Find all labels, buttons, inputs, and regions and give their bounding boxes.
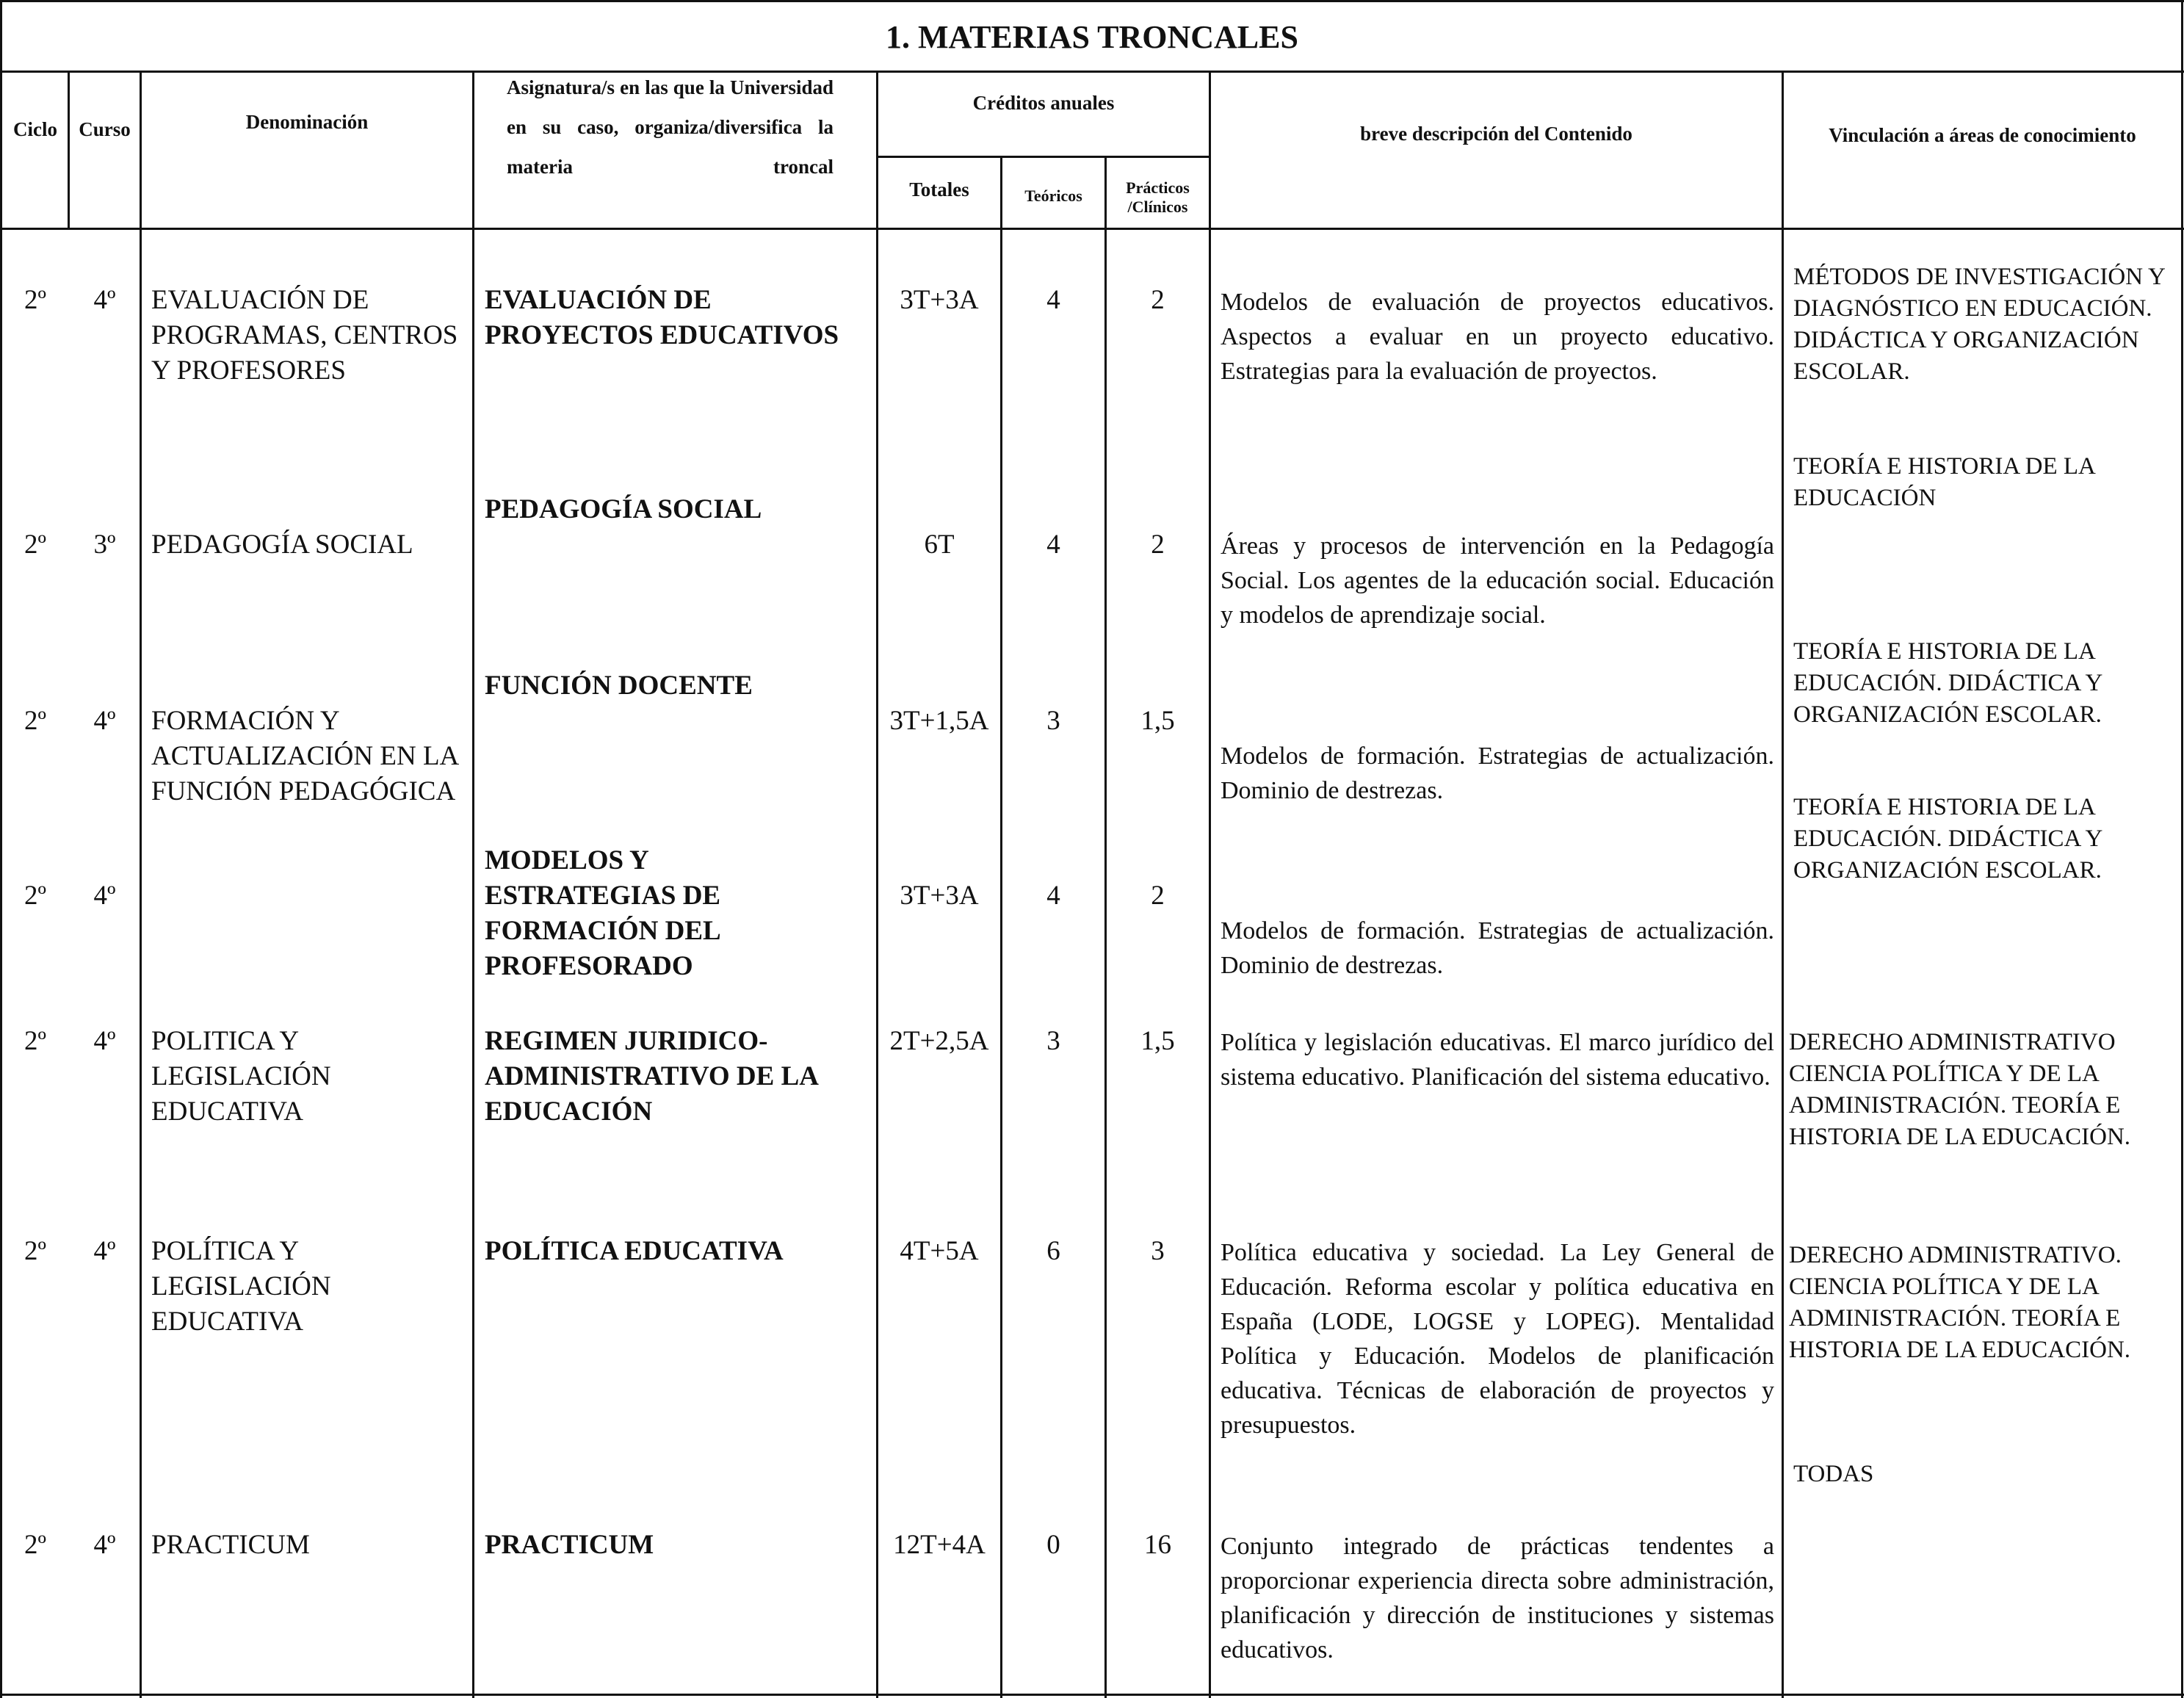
header-ciclo: Ciclo	[13, 118, 57, 140]
row-curso: 4º	[93, 1530, 116, 1560]
row-teoricos: 4	[1046, 881, 1060, 911]
row-practicos: 1,5	[1140, 706, 1175, 736]
row-totales: 3T+1,5A	[889, 706, 989, 736]
row-vinculacion: TODAS	[1793, 1461, 1874, 1487]
row-vinculacion: DERECHO ADMINISTRATIVO. CIENCIA POLÍTICA Y DE LA ADMINISTRACIÓN. TEORÍA E HISTORIA DE LA EDUCACIÓN.	[1789, 1242, 2131, 1363]
row-denominacion: POLITICA Y LEGISLACIÓN EDUCATIVA	[151, 1026, 331, 1127]
title-divider	[0, 71, 2184, 73]
col-divider-practicos	[1209, 71, 1211, 1698]
row-denominacion: PEDAGOGÍA SOCIAL	[151, 530, 413, 560]
row-totales: 4T+5A	[900, 1236, 979, 1266]
right-border	[2181, 0, 2183, 1698]
row-descripcion: Modelos de formación. Estrategias de actualización. Dominio de destrezas.	[1221, 743, 1774, 804]
row-practicos: 3	[1151, 1236, 1165, 1266]
row-teoricos: 4	[1046, 530, 1060, 560]
row-practicos: 1,5	[1140, 1026, 1175, 1056]
row-totales: 3T+3A	[900, 285, 979, 315]
row-descripcion: Política y legislación educativas. El marco jurídico del sistema educativo. Planificación del sistema educativo.	[1221, 1029, 1774, 1091]
col-divider-denominacion	[472, 71, 474, 1698]
row-descripcion: Política educativa y sociedad. La Ley General de Educación. Reforma escolar y política educativa en España (LODE, LOGSE y LOPEG). Mentalidad Política y Educación. Modelos de planificación educativa. Técnicas de elaboración de proyectos y presupuestos.	[1221, 1239, 1774, 1439]
row-ciclo: 2º	[24, 1236, 46, 1266]
top-border	[0, 0, 2184, 2]
row-curso: 4º	[93, 1026, 116, 1056]
col-divider-descripcion	[1782, 71, 1784, 1698]
row-teoricos: 3	[1046, 1026, 1060, 1056]
row-descripcion: Modelos de evaluación de proyectos educativos. Aspectos a evaluar en un proyecto educativo. Estrategias para la evaluación de proyectos.	[1221, 289, 1774, 385]
row-asignatura: MODELOS Y ESTRATEGIAS DE FORMACIÓN DEL PROFESORADO	[485, 845, 721, 981]
row-asignatura: EVALUACIÓN DE PROYECTOS EDUCATIVOS	[485, 285, 839, 350]
row-teoricos: 3	[1046, 706, 1060, 736]
row-totales: 12T+4A	[893, 1530, 986, 1560]
col-divider-ciclo	[68, 71, 70, 228]
row-denominacion: POLÍTICA Y LEGISLACIÓN EDUCATIVA	[151, 1236, 331, 1337]
row-vinculacion: TEORÍA E HISTORIA DE LA EDUCACIÓN	[1793, 453, 2095, 511]
row-teoricos: 0	[1046, 1530, 1060, 1560]
col-divider-teoricos	[1104, 156, 1107, 1698]
row-denominacion: FORMACIÓN Y ACTUALIZACIÓN EN LA FUNCIÓN PEDAGÓGICA	[151, 706, 458, 806]
header-denominacion: Denominación	[245, 111, 369, 133]
row-descripcion: Áreas y procesos de intervención en la Pedagogía Social. Los agentes de la educación social. Educación y modelos de aprendizaje social.	[1221, 532, 1774, 629]
header-descripcion: breve descripción del Contenido	[1360, 123, 1632, 145]
header-totales: Totales	[909, 178, 969, 200]
row-teoricos: 6	[1046, 1236, 1060, 1266]
page-title: 1. MATERIAS TRONCALES	[886, 19, 1298, 55]
row-totales: 3T+3A	[900, 881, 979, 911]
row-asignatura: PRACTICUM	[485, 1530, 654, 1560]
header-curso: Curso	[79, 118, 131, 140]
credits-subheader-divider	[876, 156, 1210, 158]
row-teoricos: 4	[1046, 285, 1060, 315]
row-practicos: 2	[1151, 881, 1165, 911]
row-descripcion: Modelos de formación. Estrategias de actualización. Dominio de destrezas.	[1221, 917, 1774, 979]
row-asignatura: POLÍTICA EDUCATIVA	[485, 1236, 784, 1266]
bottom-border	[0, 1694, 2184, 1696]
row-vinculacion: DERECHO ADMINISTRATIVO CIENCIA POLÍTICA Y DE LA ADMINISTRACIÓN. TEORÍA E HISTORIA DE LA EDUCACIÓN.	[1789, 1029, 2131, 1150]
row-denominacion: PRACTICUM	[151, 1530, 310, 1560]
row-ciclo: 2º	[24, 285, 46, 315]
row-denominacion: EVALUACIÓN DE PROGRAMAS, CENTROS Y PROFESORES	[151, 285, 458, 386]
header-practicos: Prácticos /Clínicos	[1126, 178, 1190, 216]
col-divider-curso	[140, 71, 142, 1698]
row-totales: 6T	[924, 530, 955, 560]
row-practicos: 2	[1151, 285, 1165, 315]
left-border	[0, 0, 2, 1698]
header-bottom-rule	[0, 228, 2184, 230]
row-ciclo: 2º	[24, 1026, 46, 1056]
row-ciclo: 2º	[24, 881, 46, 911]
row-asignatura: PEDAGOGÍA SOCIAL	[485, 494, 762, 524]
row-practicos: 2	[1151, 530, 1165, 560]
row-ciclo: 2º	[24, 706, 46, 736]
header-creditos: Créditos anuales	[972, 92, 1115, 114]
row-descripcion: Conjunto integrado de prácticas tendentes a proporcionar experiencia directa sobre administración, planificación y dirección de instituciones y sistemas educativos.	[1221, 1533, 1774, 1663]
row-curso: 4º	[93, 285, 116, 315]
header-asignatura: Asignatura/s en las que la Universidad en su caso, organiza/diversifica la materia troncal	[507, 76, 834, 178]
row-totales: 2T+2,5A	[889, 1026, 989, 1056]
col-divider-totales	[1000, 156, 1002, 1698]
row-vinculacion: TEORÍA E HISTORIA DE LA EDUCACIÓN. DIDÁCTICA Y ORGANIZACIÓN ESCOLAR.	[1793, 638, 2102, 728]
row-ciclo: 2º	[24, 530, 46, 560]
row-asignatura: REGIMEN JURIDICO-ADMINISTRATIVO DE LA EDUCACIÓN	[485, 1026, 817, 1127]
row-asignatura: FUNCIÓN DOCENTE	[485, 671, 753, 701]
row-vinculacion: TEORÍA E HISTORIA DE LA EDUCACIÓN. DIDÁCTICA Y ORGANIZACIÓN ESCOLAR.	[1793, 794, 2102, 884]
row-curso: 4º	[93, 1236, 116, 1266]
row-vinculacion: MÉTODOS DE INVESTIGACIÓN Y DIAGNÓSTICO EN EDUCACIÓN. DIDÁCTICA Y ORGANIZACIÓN ESCOLAR.	[1793, 264, 2165, 385]
row-ciclo: 2º	[24, 1530, 46, 1560]
header-teoricos: Teóricos	[1024, 187, 1082, 205]
header-vinculacion: Vinculación a áreas de conocimiento	[1829, 124, 2136, 146]
row-curso: 3º	[93, 530, 116, 560]
row-curso: 4º	[93, 881, 116, 911]
row-curso: 4º	[93, 706, 116, 736]
row-practicos: 16	[1144, 1530, 1171, 1560]
